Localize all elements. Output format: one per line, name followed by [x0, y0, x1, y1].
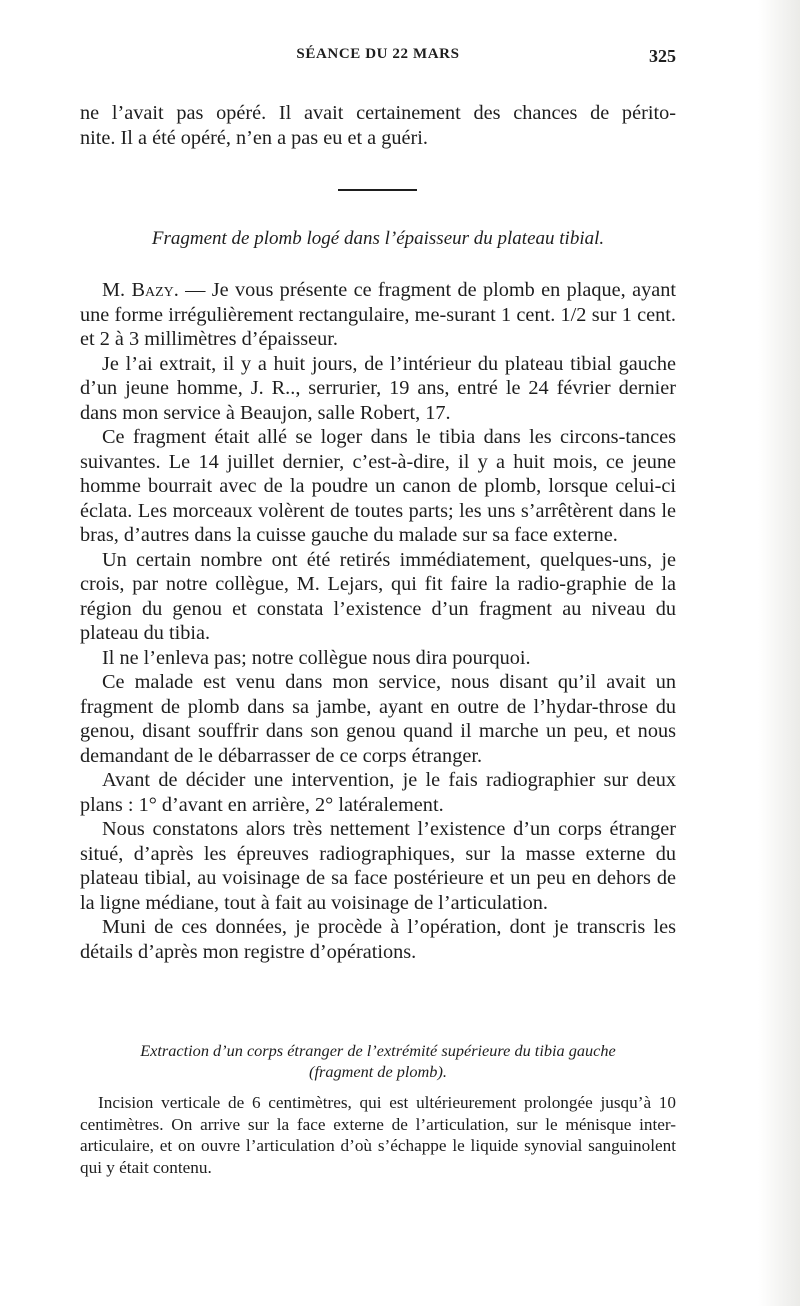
- intro-line-2: nite. Il a été opéré, n’en a pas eu et a guéri.: [80, 126, 428, 149]
- communication-body: [80, 278, 676, 964]
- paragraph-8: Nous constatons alors très nettement l’existence d’un corps étranger situé, d’après les épreuves radiographiques, sur la masse externe du plateau tibial, au voisinage de sa face postérieure et un peu en dehors de la ligne médiane, tout à fait au voisinage de l’articulation.: [80, 818, 676, 914]
- paragraph-7: Avant de décider une intervention, je le fais radiographier sur deux plans : 1° d’avant en arrière, 2° latéralement.: [80, 769, 676, 816]
- paragraph-3: Ce fragment était allé se loger dans le tibia dans les circons-tances suivantes. Le 14 juillet dernier, c’est-à-dire, il y a huit mois, ce jeune homme bourrait avec de la poudre un canon de plomb, lorsque celui-ci éclata. Les morceaux volèrent de toutes parts; les uns s’arrêtèrent dans le bras, d’autres dans la cuisse gauche du malade sur sa face externe.: [80, 426, 676, 546]
- section-divider: [338, 189, 417, 191]
- page-edge-shadow: [758, 0, 800, 1306]
- speaker-name: Bazy: [131, 279, 174, 301]
- paragraph-5: Il ne l’enleva pas; notre collègue nous dira pourquoi.: [102, 646, 531, 669]
- paragraph-1-text: . — Je vous présente ce fragment de plomb en plaque, ayant une forme irrégulièrement rectangulaire, me-surant 1 cent. 1/2 sur 1 cent. et 2 à 3 millimètres d’épaisseur.: [80, 279, 676, 350]
- operation-body: [80, 1092, 676, 1178]
- section-title: Fragment de plomb logé dans l’épaisseur du plateau tibial.: [151, 228, 605, 249]
- intro-paragraph: [80, 101, 676, 150]
- operation-title-line-2: (fragment de plomb).: [309, 1062, 447, 1081]
- operation-paragraph: Incision verticale de 6 centimètres, qui est ultérieurement prolongée jusqu’à 10 centimètres. On arrive sur la face externe de l’articulation, sur le ménisque inter-articulaire, et on ouvre l’articulation d’où s’échappe le liquide synovial sanguinolent qui y était contenu.: [80, 1093, 676, 1177]
- paragraph-4: Un certain nombre ont été retirés immédiatement, quelques-uns, je crois, par notre collègue, M. Lejars, qui fit faire la radio-graphie de la région du genou et constata l’existence d’un fragment au niveau du plateau du tibia.: [80, 548, 676, 644]
- paragraph-9: Muni de ces données, je procède à l’opération, dont je transcris les détails d’après mon registre d’opérations.: [80, 916, 676, 963]
- paragraph-2: Je l’ai extrait, il y a huit jours, de l’intérieur du plateau tibial gauche d’un jeune homme, J. R.., serrurier, 19 ans, entré le 24 février dernier dans mon service à Beaujon, salle Robert, 17.: [80, 352, 676, 424]
- paragraph-1: [80, 278, 676, 352]
- operation-title: [80, 1040, 676, 1082]
- speaker-prefix: M.: [102, 279, 132, 301]
- paragraph-6: Ce malade est venu dans mon service, nous disant qu’il avait un fragment de plomb dans sa jambe, ayant en outre de l’hydar-throse du genou, disant souffrir dans son genou quand il marche un peu, et nous demandant de le débarrasser de ce corps étranger.: [80, 671, 676, 767]
- page-number: 325: [649, 46, 676, 66]
- page-header: [80, 46, 676, 70]
- intro-line-1: ne l’avait pas opéré. Il avait certainement des chances de périto-: [80, 102, 676, 124]
- running-title: SÉANCE DU 22 MARS: [296, 46, 460, 62]
- operation-title-line-1: Extraction d’un corps étranger de l’extrémité supérieure du tibia gauche: [140, 1041, 616, 1060]
